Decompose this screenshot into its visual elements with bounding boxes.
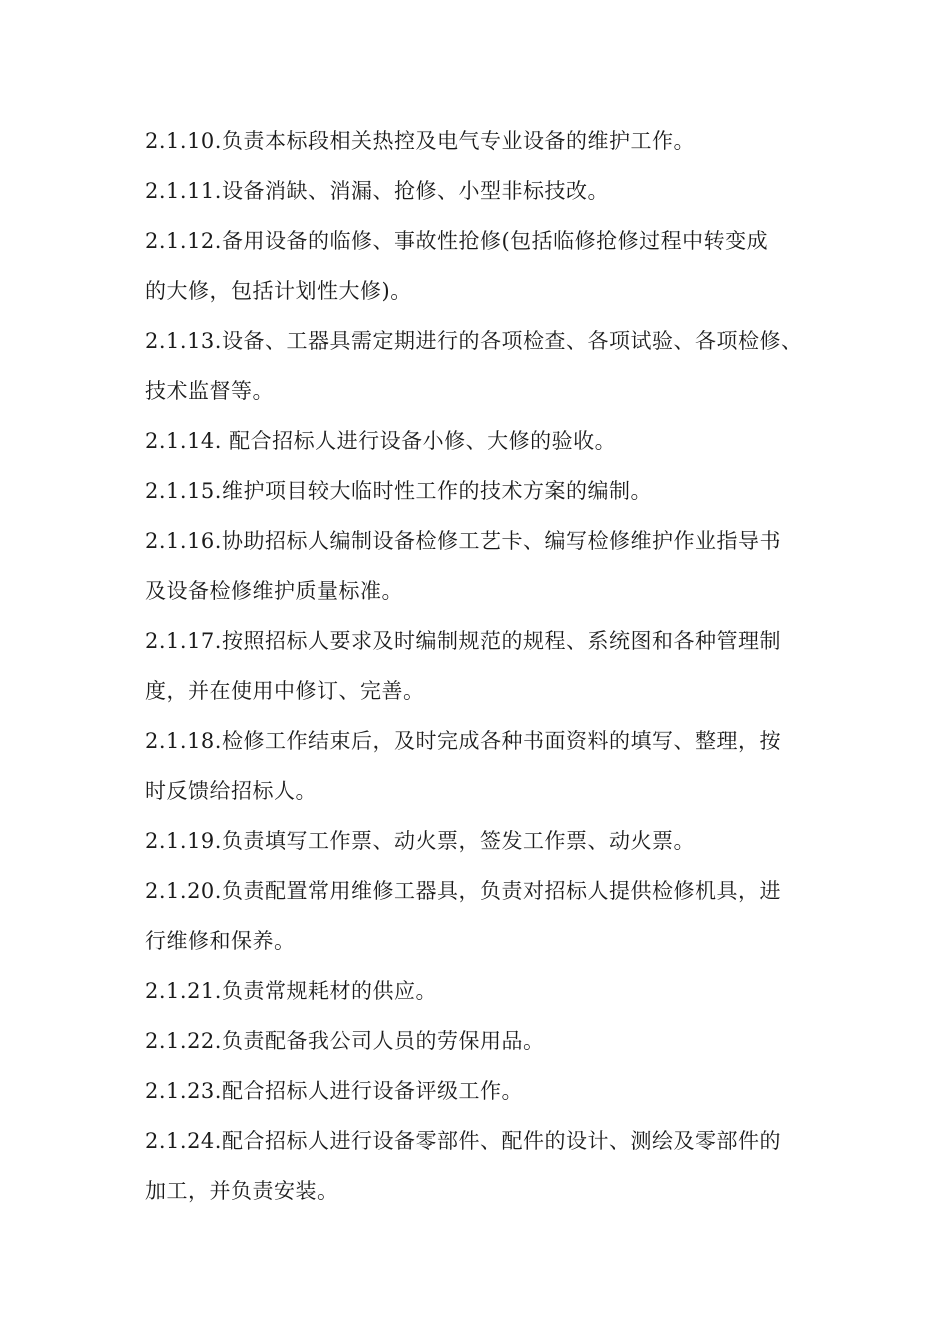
clause-2-1-10: 2.1.10.负责本标段相关热控及电气专业设备的维护工作。 [145, 129, 695, 153]
clause-2-1-17: 2.1.17.按照招标人要求及时编制规范的规程、系统图和各种管理制 [145, 629, 781, 653]
clause-2-1-16-cont: 及设备检修维护质量标准。 [145, 579, 403, 603]
clause-2-1-24: 2.1.24.配合招标人进行设备零部件、配件的设计、测绘及零部件的 [145, 1129, 781, 1153]
clause-2-1-16: 2.1.16.协助招标人编制设备检修工艺卡、编写检修维护作业指导书 [145, 529, 781, 553]
clause-2-1-23: 2.1.23.配合招标人进行设备评级工作。 [145, 1079, 523, 1103]
clause-2-1-12: 2.1.12.备用设备的临修、事故性抢修(包括临修抢修过程中转变成 [145, 229, 769, 253]
clause-2-1-18-cont: 时反馈给招标人。 [145, 779, 317, 803]
clause-2-1-13: 2.1.13.设备、工器具需定期进行的各项检查、各项试验、各项检修、 [145, 329, 803, 353]
clause-2-1-11: 2.1.11.设备消缺、消漏、抢修、小型非标技改。 [145, 179, 609, 203]
clause-2-1-20-cont: 行维修和保养。 [145, 929, 296, 953]
clause-2-1-22: 2.1.22.负责配备我公司人员的劳保用品。 [145, 1029, 545, 1053]
clause-2-1-17-cont: 度，并在使用中修订、完善。 [145, 679, 425, 703]
clause-2-1-13-cont: 技术监督等。 [145, 379, 274, 403]
clause-2-1-12-cont: 的大修，包括计划性大修)。 [145, 279, 412, 303]
clause-2-1-15: 2.1.15.维护项目较大临时性工作的技术方案的编制。 [145, 479, 652, 503]
clause-2-1-14: 2.1.14. 配合招标人进行设备小修、大修的验收。 [145, 429, 617, 453]
clause-2-1-18: 2.1.18.检修工作结束后，及时完成各种书面资料的填写、整理，按 [145, 729, 781, 753]
clause-2-1-24-cont: 加工，并负责安装。 [145, 1179, 339, 1203]
clause-2-1-19: 2.1.19.负责填写工作票、动火票，签发工作票、动火票。 [145, 829, 695, 853]
clause-2-1-20: 2.1.20.负责配置常用维修工器具，负责对招标人提供检修机具，进 [145, 879, 781, 903]
clause-2-1-21: 2.1.21.负责常规耗材的供应。 [145, 979, 437, 1003]
